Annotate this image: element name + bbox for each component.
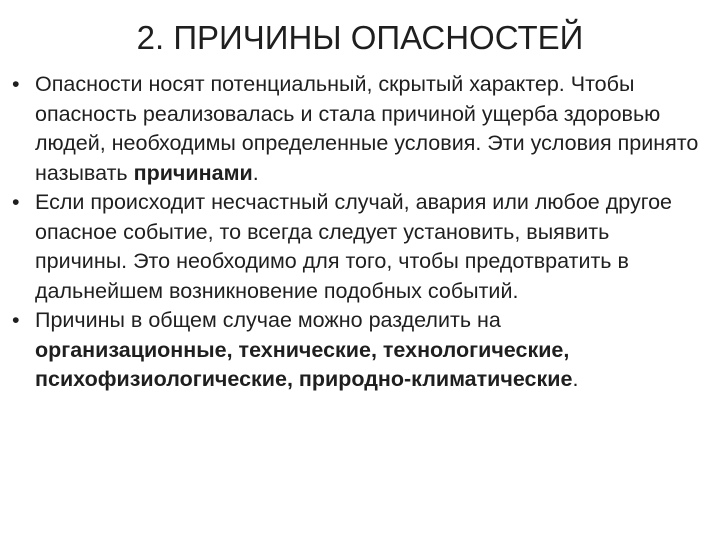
bullet-tail: . [572,367,579,391]
bullet-item-2 [12,188,702,306]
bullet-marker: • [12,308,20,332]
bullet-bold-text: причинами [133,160,253,185]
bullet-text: Если происходит несчастный случай, авария или любое другое опасное событие, то всегда следует установить, выявить причины. Это необходимо для того, чтобы предотвратить в дальнейшем возникновение подобных событий. [35,190,673,303]
bullet-item-3 [12,306,702,395]
bullet-marker: • [12,190,20,214]
bullet-tail: . [252,160,259,185]
slide-title: 2. ПРИЧИНЫ ОПАСНОСТЕЙ [136,19,584,56]
bullet-text: Причины в общем случае можно разделить на [35,308,501,332]
bullet-bold-text: организационные, технические, технологические, психофизиологические, природно-климатические [35,337,573,391]
bullet-item-1 [12,70,702,188]
bullet-marker: • [12,72,20,96]
bullet-text: Опасности носят потенциальный, скрытый характер. Чтобы опасность реализовалась и стала причиной ущерба здоровью людей, необходимы определенные условия. Эти условия принято называть [35,72,699,185]
bullet-list [12,70,702,395]
